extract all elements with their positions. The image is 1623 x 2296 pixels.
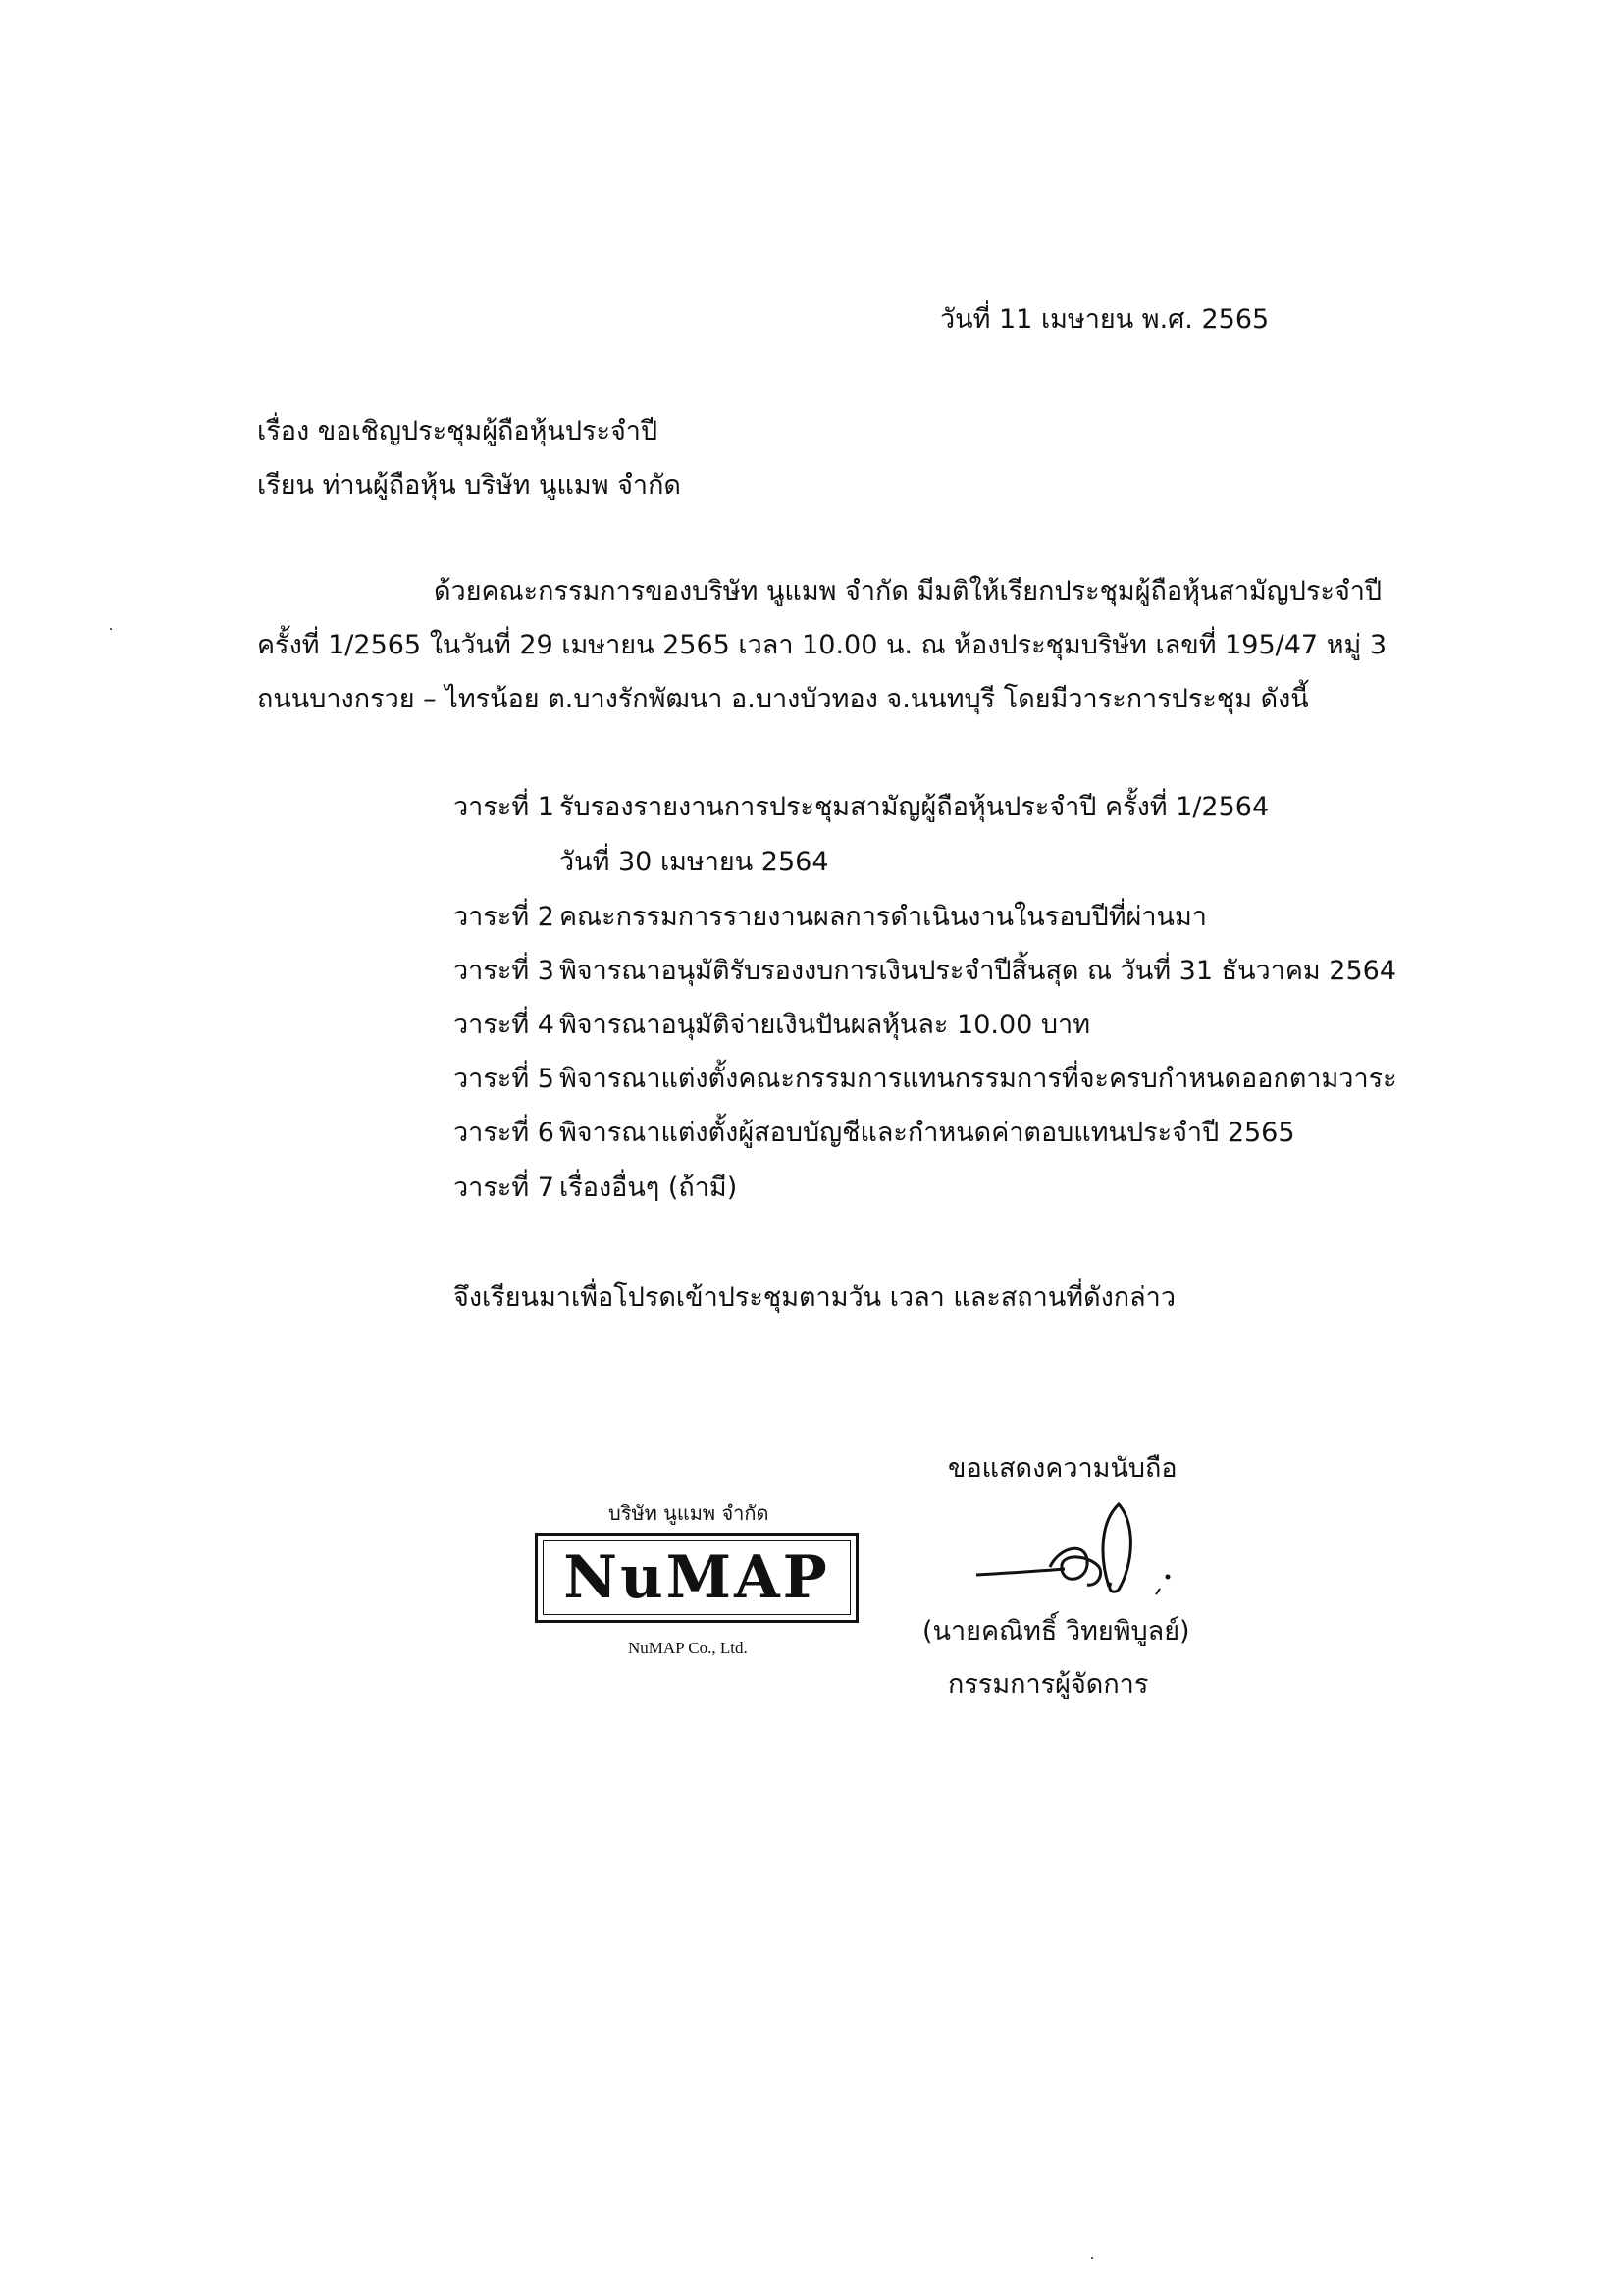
signature-icon: [971, 1496, 1187, 1614]
stamp-logo: NuMAP: [543, 1540, 851, 1615]
signer-name: (นายคณิทธิ์ วิทยพิบูลย์): [922, 1616, 1190, 1646]
agenda-item: [453, 1111, 1295, 1153]
body-line-1: ด้วยคณะกรรมการของบริษัท นูแมพ จำกัด มีมติให้เรียกประชุมผู้ถือหุ้นสามัญประจำปี: [434, 576, 1383, 606]
agenda-text: คณะกรรมการรายงานผลการดำเนินงานในรอบปีที่ผ่านมา: [559, 902, 1207, 932]
signer-title: กรรมการผู้จัดการ: [948, 1669, 1149, 1699]
agenda-label: วาระที่ 5: [453, 1064, 554, 1094]
agenda-text: พิจารณาแต่งตั้งคณะกรรมการแทนกรรมการที่จะครบกำหนดออกตามวาระ: [559, 1064, 1397, 1094]
company-stamp: [535, 1533, 859, 1623]
letter-subject: เรื่อง ขอเชิญประชุมผู้ถือหุ้นประจำปี: [257, 416, 658, 446]
agenda-item: [453, 840, 829, 882]
agenda-item: [453, 949, 1396, 991]
agenda-label: วาระที่ 6: [453, 1118, 554, 1148]
agenda-item: [453, 1166, 737, 1208]
agenda-label: วาระที่ 1: [453, 792, 554, 822]
scan-speck: [110, 628, 112, 630]
agenda-label: วาระที่ 3: [453, 956, 554, 986]
letter-recipient: เรียน ท่านผู้ถือหุ้น บริษัท นูแมพ จำกัด: [257, 470, 681, 500]
agenda-item: [453, 1003, 1090, 1045]
closing-line: จึงเรียนมาเพื่อโปรดเข้าประชุมตามวัน เวลา และสถานที่ดังกล่าว: [453, 1282, 1177, 1313]
agenda-text: เรื่องอื่นๆ (ถ้ามี): [559, 1173, 738, 1203]
agenda-label: วาระที่ 2: [453, 902, 554, 932]
agenda-text: วันที่ 30 เมษายน 2564: [559, 847, 829, 877]
agenda-item: [453, 1057, 1397, 1099]
agenda-text: พิจารณาแต่งตั้งผู้สอบบัญชีและกำหนดค่าตอบแทนประจำปี 2565: [559, 1118, 1295, 1148]
regards-line: ขอแสดงความนับถือ: [948, 1453, 1178, 1484]
scan-speck: [1091, 2257, 1093, 2259]
agenda-text: พิจารณาอนุมัติรับรองงบการเงินประจำปีสิ้นสุด ณ วันที่ 31 ธันวาคม 2564: [559, 956, 1397, 986]
agenda-label: วาระที่ 7: [453, 1173, 554, 1203]
body-line-3: ถนนบางกรวย – ไทรน้อย ต.บางรักพัฒนา อ.บางบัวทอง จ.นนทบุรี โดยมีวาระการประชุม ดังนี้: [257, 684, 1309, 714]
agenda-text: พิจารณาอนุมัติจ่ายเงินปันผลหุ้นละ 10.00 บาท: [559, 1010, 1090, 1040]
stamp-subtitle: NuMAP Co., Ltd.: [628, 1639, 748, 1657]
letter-date: วันที่ 11 เมษายน พ.ศ. 2565: [940, 304, 1270, 335]
agenda-text: รับรองรายงานการประชุมสามัญผู้ถือหุ้นประจำปี ครั้งที่ 1/2564: [559, 792, 1270, 822]
stamp-caption: บริษัท นูแมพ จำกัด: [608, 1501, 769, 1525]
agenda-item: [453, 895, 1207, 937]
agenda-label: วาระที่ 4: [453, 1010, 554, 1040]
agenda-item: [453, 785, 1269, 827]
body-line-2: ครั้งที่ 1/2565 ในวันที่ 29 เมษายน 2565 เวลา 10.00 น. ณ ห้องประชุมบริษัท เลขที่ 195/47 หมู่ 3: [257, 630, 1387, 660]
